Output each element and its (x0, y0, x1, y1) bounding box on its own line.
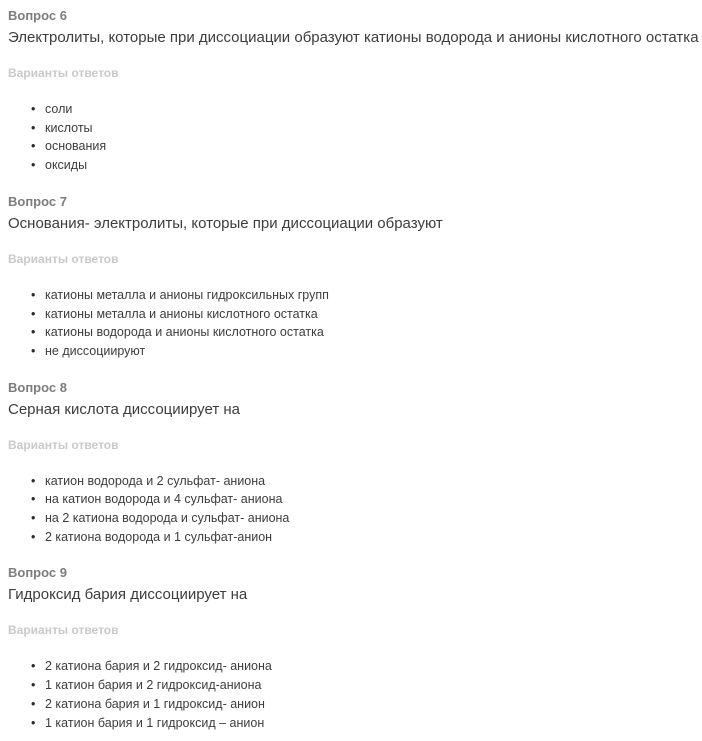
answer-option: • на катион водорода и 4 сульфат- аниона (8, 490, 702, 509)
answer-option: • 2 катиона бария и 1 гидроксид- анион (8, 695, 702, 714)
question-block-9 (8, 565, 702, 732)
quiz-questions-page (8, 8, 702, 732)
answer-option: • катионы водорода и анионы кислотного остатка (8, 323, 702, 342)
answer-option: • катион водорода и 2 сульфат- аниона (8, 472, 702, 491)
answer-option: • соли (8, 100, 702, 119)
question-text: Электролиты, которые при диссоциации образуют катионы водорода и анионы кислотного остатка (8, 29, 699, 46)
question-text: Гидроксид бария диссоциирует на (8, 586, 248, 604)
question-text: Серная кислота диссоциирует на (8, 400, 241, 418)
question-block-7 (8, 194, 702, 361)
answer-options-list (8, 657, 702, 732)
answer-option: • на 2 катиона водорода и сульфат- аниона (8, 509, 702, 528)
answers-label: Варианты ответов (8, 623, 119, 638)
answers-label: Варианты ответов (8, 437, 119, 452)
answer-options-list (8, 472, 702, 547)
question-block-8 (8, 380, 702, 547)
question-text: Основания- электролиты, которые при диссоциации образуют (8, 214, 443, 232)
answer-option: • основания (8, 137, 702, 156)
question-number: Вопрос 7 (8, 193, 67, 209)
answer-option: • катионы металла и анионы гидроксильных групп (8, 286, 702, 305)
question-number: Вопрос 9 (8, 565, 67, 581)
answer-option: • 2 катиона водорода и 1 сульфат-анион (8, 528, 702, 547)
answer-option: • 1 катион бария и 1 гидроксид – анион (8, 714, 702, 733)
answer-option: • оксиды (8, 156, 702, 175)
answer-option: • 2 катиона бария и 2 гидроксид- аниона (8, 657, 702, 676)
question-block-6 (8, 8, 702, 175)
answer-option: • 1 катион бария и 2 гидроксид-аниона (8, 676, 702, 695)
answers-label: Варианты ответов (8, 251, 119, 266)
answer-options-list (8, 100, 702, 175)
question-number: Вопрос 8 (8, 379, 67, 395)
answer-option: • кислоты (8, 119, 702, 138)
question-number: Вопрос 6 (8, 8, 67, 23)
answer-options-list (8, 286, 702, 361)
answer-option: • катионы металла и анионы кислотного остатка (8, 305, 702, 324)
answers-label: Варианты ответов (8, 66, 119, 80)
answer-option: • не диссоциируют (8, 342, 702, 361)
